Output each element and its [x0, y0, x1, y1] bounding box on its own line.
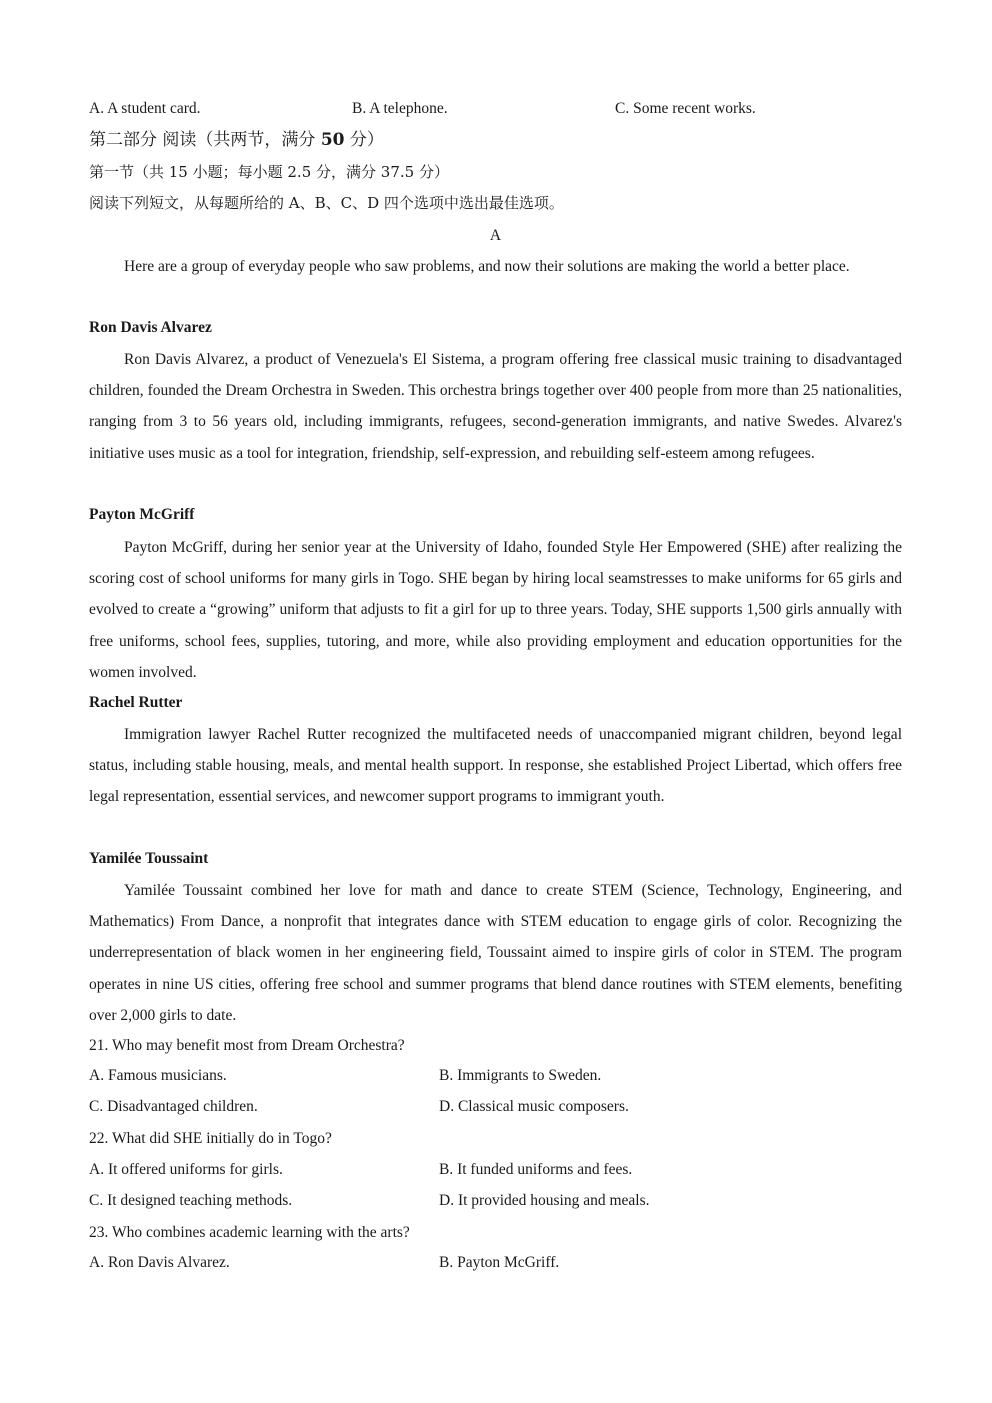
option-c: C. It designed teaching methods.	[89, 1192, 293, 1209]
section-title-score: 50	[320, 130, 345, 150]
question-options-row	[89, 1098, 902, 1118]
option-b: B. It funded uniforms and fees.	[439, 1161, 633, 1178]
option-d: D. Classical music composers.	[439, 1098, 629, 1115]
person-description: Payton McGriff, during her senior year at the University of Idaho, founded Style Her Empowered (SHE) after realizing the scoring cost of school uniforms for many girls in Togo. SHE began by hiring local seamstresses to make uniforms for 65 girls and evolved to create a “growing” uniform that adjusts to fit a girl for up to three years. Today, SHE supports 1,500 girls annually with free uniforms, school fees, supplies, tutoring, and more, while also providing employment and education opportunities for the women involved.	[89, 539, 902, 681]
person-name: Payton McGriff	[89, 506, 195, 523]
person-name: Yamilée Toussaint	[89, 850, 209, 867]
subsection-title: 第一节（共 15 小题；每小题 2.5 分，满分 37.5 分）	[89, 163, 449, 181]
prev-question-options	[89, 100, 902, 120]
person-name: Ron Davis Alvarez	[89, 319, 212, 336]
option-a: A. Ron Davis Alvarez.	[89, 1254, 230, 1271]
person-description: Yamilée Toussaint combined her love for math and dance to create STEM (Science, Technology, Engineering, and Mathematics) From Dance, a nonprofit that integrates dance with STEM education to engage girls of color. Recognizing the underrepresentation of black women in her engineering field, Toussaint aimed to inspire girls of color in STEM. The program operates in nine US cities, offering free school and summer programs that blend dance routines with STEM elements, benefiting over 2,000 girls to date.	[89, 882, 902, 1024]
question-stem: 21. Who may benefit most from Dream Orchestra?	[89, 1037, 405, 1054]
section-title-prefix: 第二部分 阅读（共两节，满分	[89, 130, 321, 150]
option-c: C. Some recent works.	[615, 100, 756, 117]
option-b: B. A telephone.	[352, 100, 448, 117]
passage-label: A	[489, 227, 502, 244]
passage-intro: Here are a group of everyday people who saw problems, and now their solutions are making the world a better place.	[124, 258, 850, 275]
section-title-suffix: 分）	[344, 130, 384, 150]
question-options-row	[89, 1161, 902, 1181]
question-options-row	[89, 1192, 902, 1212]
question-options-row	[89, 1254, 902, 1274]
question-stem: 22. What did SHE initially do in Togo?	[89, 1130, 332, 1147]
person-name: Rachel Rutter	[89, 694, 183, 711]
option-a: A. It offered uniforms for girls.	[89, 1161, 283, 1178]
section-title	[89, 130, 384, 150]
person-description: Immigration lawyer Rachel Rutter recognized the multifaceted needs of unaccompanied migrant children, beyond legal status, including stable housing, meals, and mental health support. In response, she established Project Libertad, which offers free legal representation, essential services, and newcomer support programs to immigrant youth.	[89, 726, 902, 806]
option-b: B. Immigrants to Sweden.	[439, 1067, 602, 1084]
option-b: B. Payton McGriff.	[439, 1254, 560, 1271]
option-c: C. Disadvantaged children.	[89, 1098, 258, 1115]
option-d: D. It provided housing and meals.	[439, 1192, 650, 1209]
option-a: A. A student card.	[89, 100, 201, 117]
question-options-row	[89, 1067, 902, 1087]
option-a: A. Famous musicians.	[89, 1067, 227, 1084]
question-stem: 23. Who combines academic learning with the arts?	[89, 1224, 410, 1241]
instruction: 阅读下列短文，从每题所给的 A、B、C、D 四个选项中选出最佳选项。	[89, 194, 564, 212]
person-description: Ron Davis Alvarez, a product of Venezuela's El Sistema, a program offering free classical music training to disadvantaged children, founded the Dream Orchestra in Sweden. This orchestra brings together over 400 people from more than 25 nationalities, ranging from 3 to 56 years old, including immigrants, refugees, second-generation immigrants, and native Swedes. Alvarez's initiative uses music as a tool for integration, friendship, self-expression, and rebuilding self-esteem among refugees.	[89, 351, 902, 462]
